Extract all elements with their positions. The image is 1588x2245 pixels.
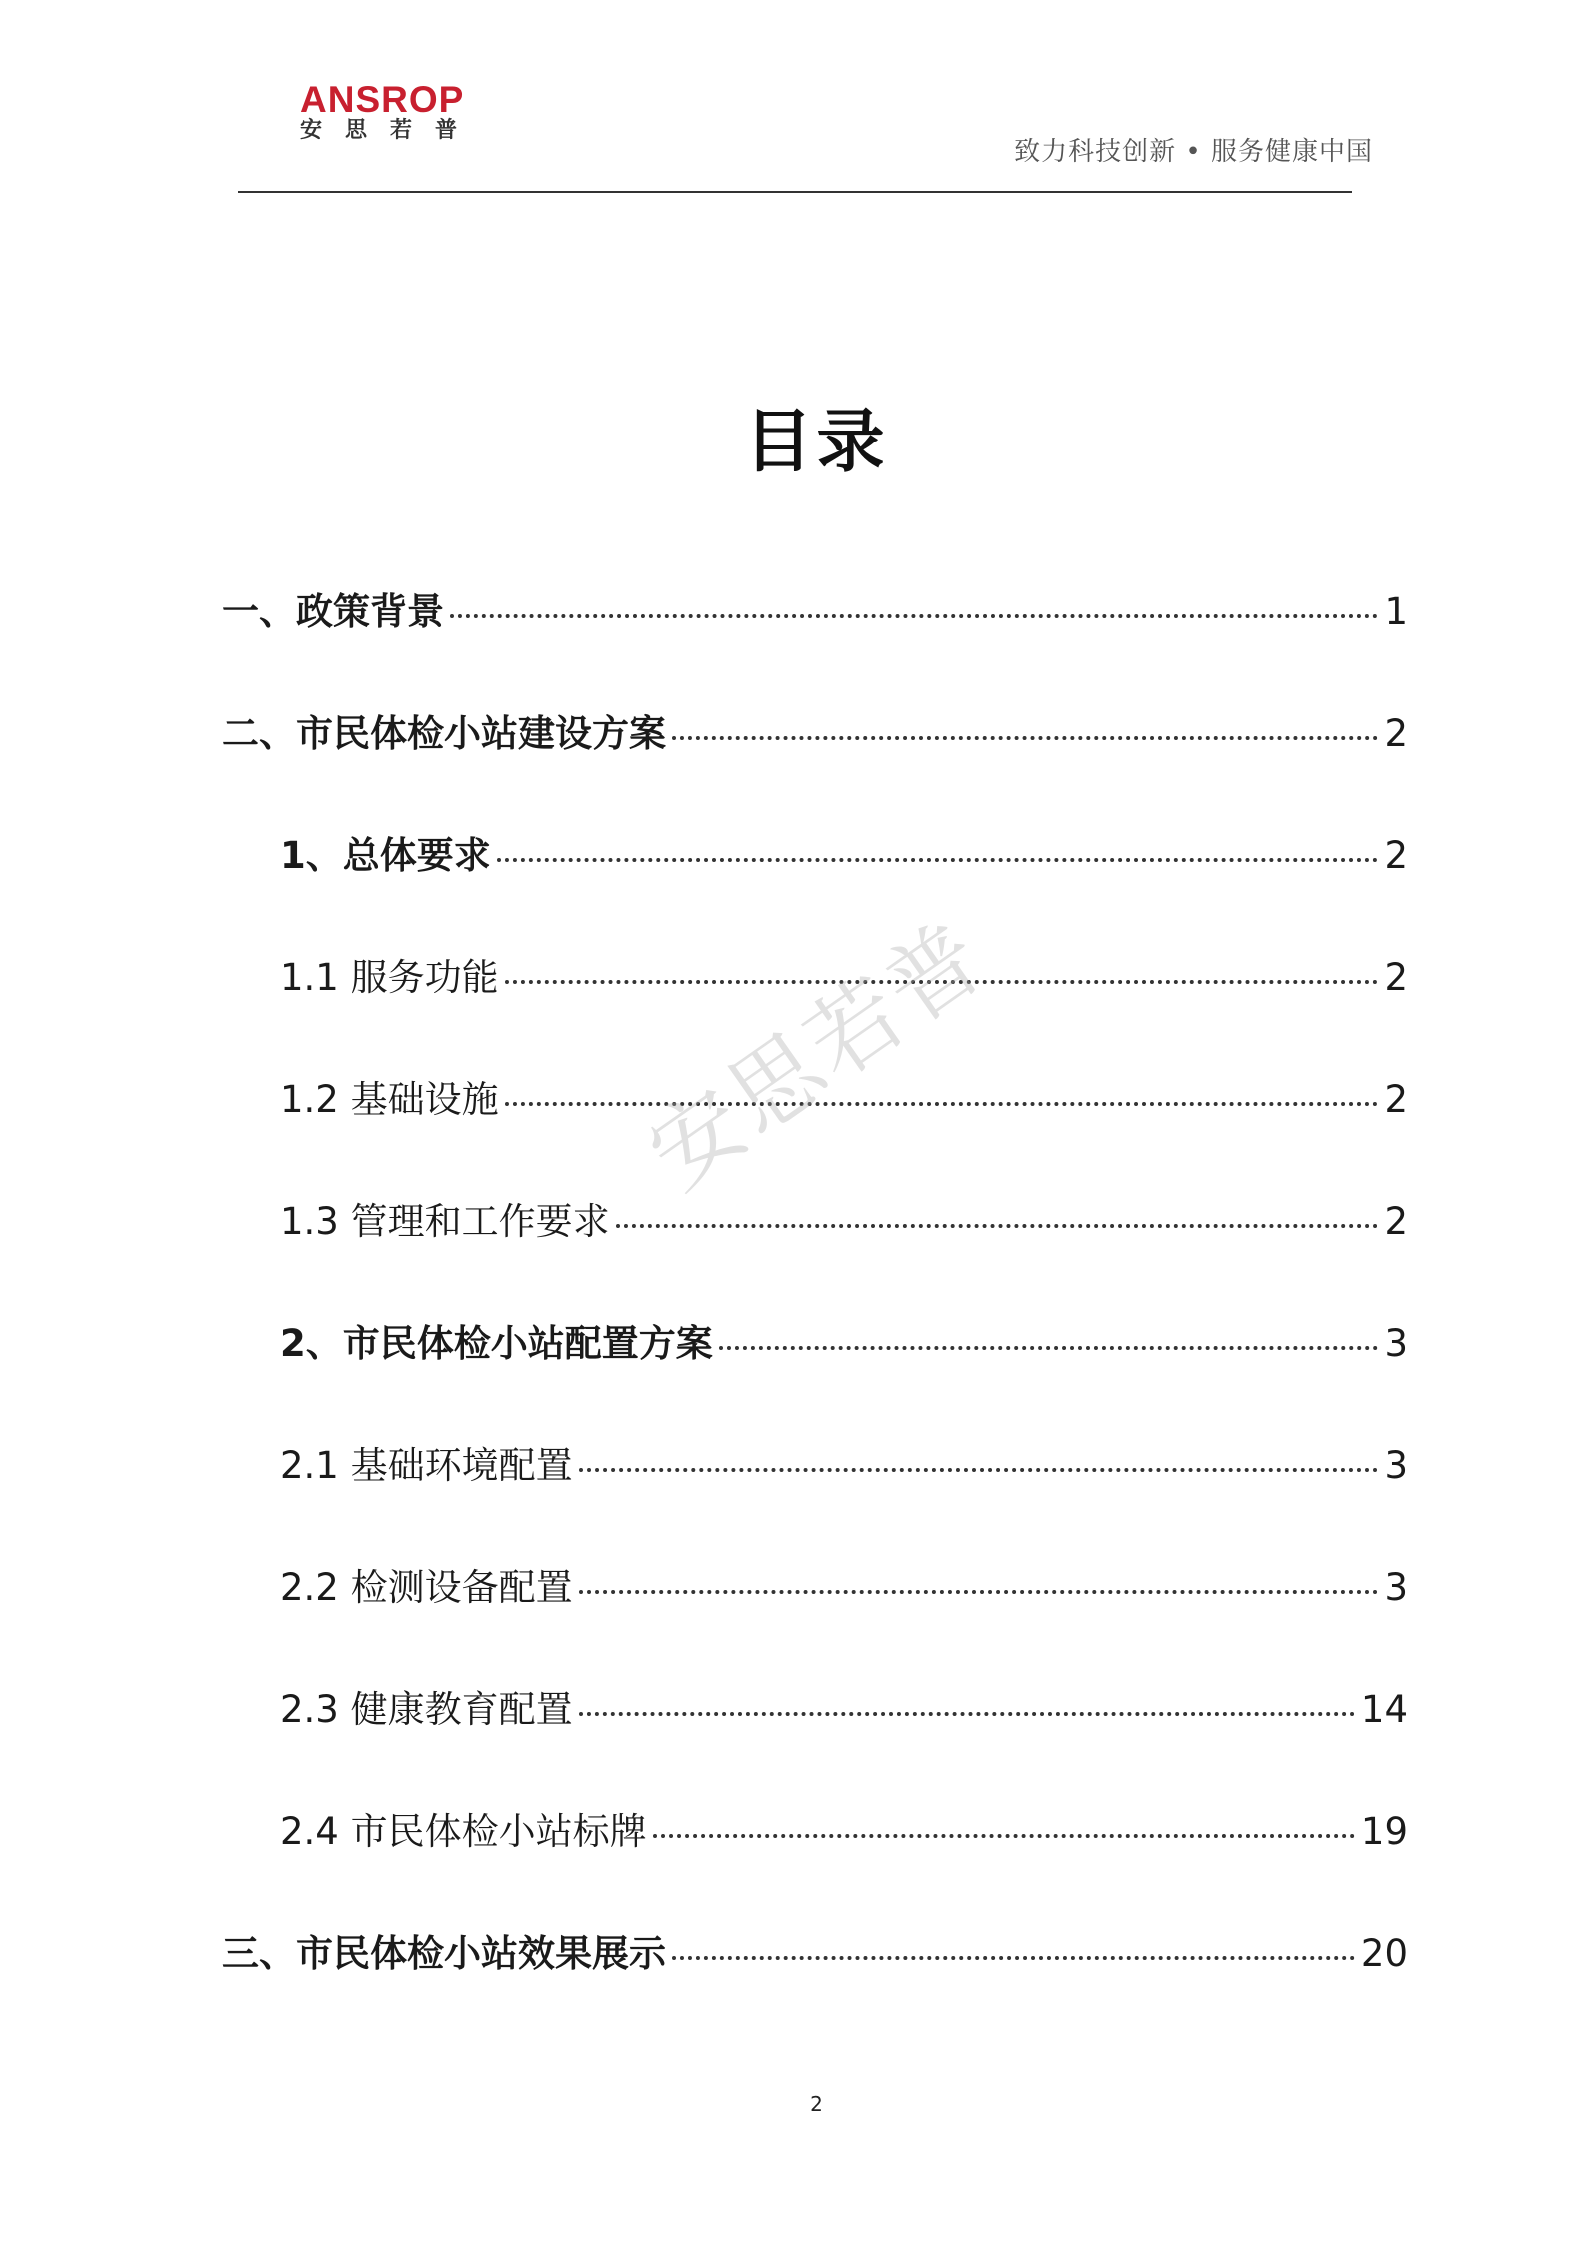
toc-entry-label: 1.1 服务功能 <box>280 956 499 999</box>
toc-dot-leader <box>616 1224 1379 1228</box>
toc-dot-leader <box>450 614 1378 618</box>
toc-entry-page: 2 <box>1384 712 1408 755</box>
toc-dot-leader <box>579 1468 1379 1472</box>
toc-entry-label: 2.3 健康教育配置 <box>280 1688 573 1731</box>
toc-entry-label: 2.1 基础环境配置 <box>280 1444 573 1487</box>
toc-entry-management-requirements[interactable] <box>222 1191 1408 1313</box>
toc-entry-label: 1.3 管理和工作要求 <box>280 1200 610 1243</box>
toc-dot-leader <box>497 858 1379 862</box>
company-logo <box>300 80 480 144</box>
toc-dot-leader <box>653 1834 1355 1838</box>
toc-entry-page: 2 <box>1384 1078 1408 1121</box>
toc-entry-construction-plan[interactable] <box>222 703 1408 825</box>
toc-entry-health-education[interactable] <box>222 1679 1408 1801</box>
toc-entry-page: 3 <box>1384 1444 1408 1487</box>
header-divider <box>238 191 1352 193</box>
toc-dot-leader <box>672 736 1378 740</box>
toc-entry-label: 1、总体要求 <box>280 834 491 877</box>
toc-entry-page: 3 <box>1384 1322 1408 1365</box>
toc-dot-leader <box>719 1346 1379 1350</box>
toc-entry-general-requirements[interactable] <box>222 825 1408 947</box>
toc-entry-page: 2 <box>1384 1200 1408 1243</box>
table-of-contents <box>222 581 1408 2045</box>
page-number: 2 <box>810 2092 823 2116</box>
toc-entry-label: 三、市民体检小站效果展示 <box>222 1932 666 1975</box>
toc-dot-leader <box>579 1590 1379 1594</box>
toc-entry-label: 一、政策背景 <box>222 590 444 633</box>
toc-entry-configuration-plan[interactable] <box>222 1313 1408 1435</box>
toc-entry-page: 2 <box>1384 834 1408 877</box>
toc-dot-leader <box>672 1956 1355 1960</box>
toc-entry-page: 19 <box>1360 1810 1408 1853</box>
toc-entry-policy-background[interactable] <box>222 581 1408 703</box>
logo-english-text: ANSROP <box>300 79 465 120</box>
toc-entry-page: 1 <box>1384 590 1408 633</box>
toc-entry-page: 2 <box>1384 956 1408 999</box>
toc-dot-leader <box>579 1712 1355 1716</box>
toc-entry-page: 3 <box>1384 1566 1408 1609</box>
toc-title: 目录 <box>744 403 889 482</box>
watermark: 安思若普 <box>629 901 1006 1210</box>
toc-entry-label: 2、市民体检小站配置方案 <box>280 1322 713 1365</box>
toc-entry-page: 14 <box>1360 1688 1408 1731</box>
toc-entry-environment-configuration[interactable] <box>222 1435 1408 1557</box>
toc-entry-effect-display[interactable] <box>222 1923 1408 2045</box>
toc-entry-page: 20 <box>1360 1932 1408 1975</box>
header-slogan: 致力科技创新 • 服务健康中国 <box>1014 137 1373 167</box>
toc-entry-label: 1.2 基础设施 <box>280 1078 499 1121</box>
toc-entry-label: 2.4 市民体检小站标牌 <box>280 1810 647 1853</box>
toc-entry-label: 2.2 检测设备配置 <box>280 1566 573 1609</box>
toc-entry-equipment-configuration[interactable] <box>222 1557 1408 1679</box>
toc-entry-label: 二、市民体检小站建设方案 <box>222 712 666 755</box>
logo-chinese-text: 安思若普 <box>300 118 481 143</box>
toc-entry-signage[interactable] <box>222 1801 1408 1923</box>
